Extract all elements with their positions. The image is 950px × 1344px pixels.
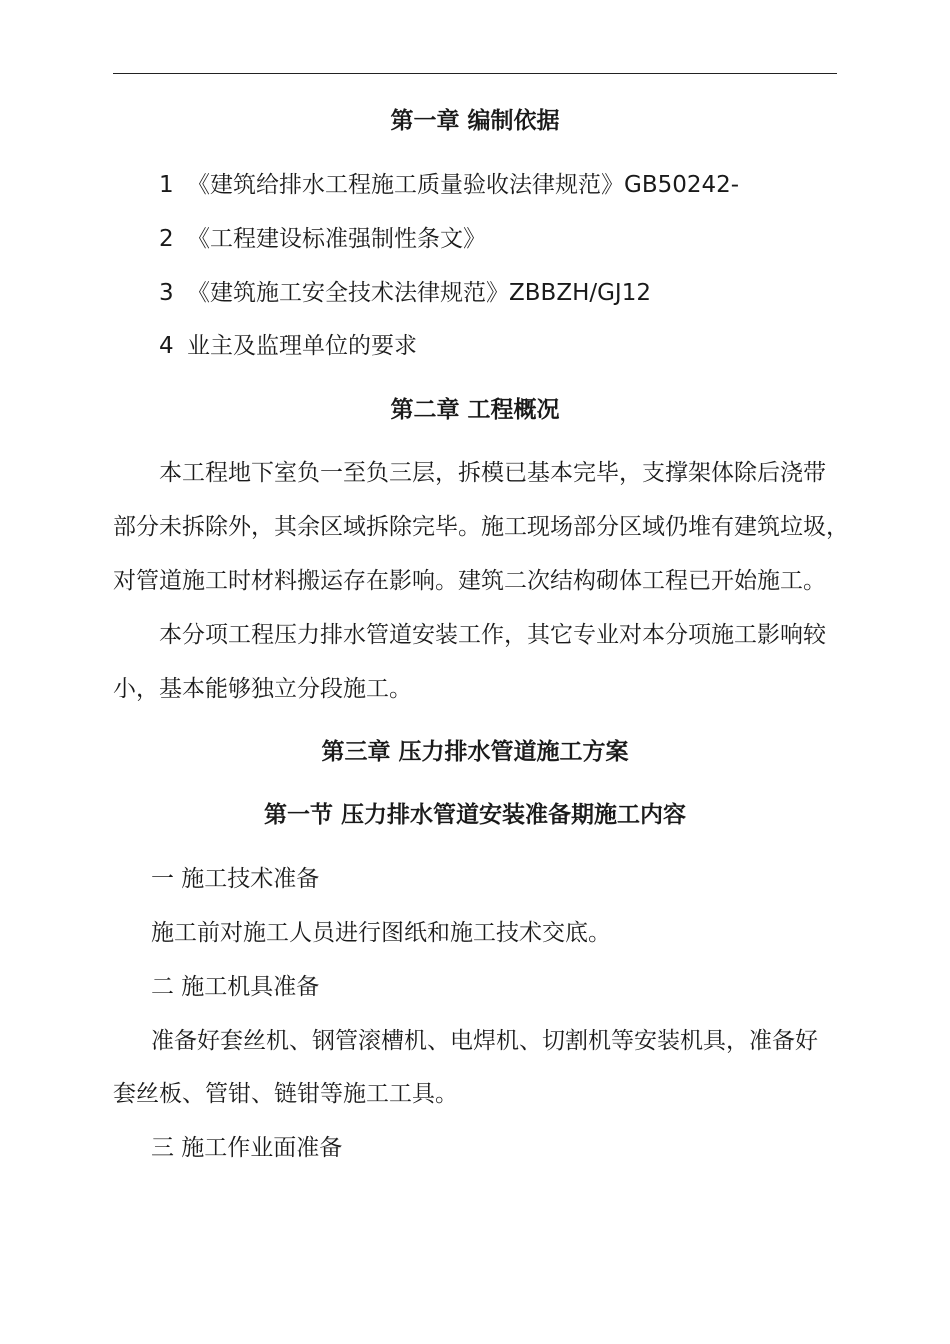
section-heading: 第一节 压力排水管道安装准备期施工内容	[263, 802, 686, 828]
item-text: 《建筑给排水工程施工质量验收法律规范》GB50242-	[187, 172, 740, 198]
reference-item	[113, 170, 899, 200]
header-rule	[113, 73, 837, 74]
item-text: 《建筑施工安全技术法律规范》ZBBZH/GJ12	[187, 280, 651, 306]
paragraph-line: 部分未拆除外，其余区域拆除完毕。施工现场部分区域仍堆有建筑垃圾，	[113, 514, 849, 540]
paragraph-line: 小，基本能够独立分段施工。	[113, 676, 412, 702]
reference-item	[113, 331, 899, 361]
subsection-title: 一 施工技术准备	[151, 866, 320, 892]
paragraph-line: 本分项工程压力排水管道安装工作，其它专业对本分项施工影响较	[159, 622, 826, 648]
reference-item	[113, 278, 899, 308]
chapter-heading: 第三章 压力排水管道施工方案	[321, 739, 629, 765]
paragraph-line: 准备好套丝机、钢管滚槽机、电焊机、切割机等安装机具，准备好	[151, 1028, 818, 1054]
item-number: 4	[159, 333, 174, 359]
item-text: 《工程建设标准强制性条文》	[187, 226, 486, 252]
paragraph-line: 本工程地下室负一至负三层，拆模已基本完毕，支撑架体除后浇带	[159, 460, 826, 486]
chapter-heading: 第一章 编制依据	[390, 108, 560, 134]
paragraph-line: 套丝板、管钳、链钳等施工工具。	[113, 1081, 458, 1107]
item-text: 业主及监理单位的要求	[187, 333, 417, 359]
reference-item	[113, 224, 899, 254]
item-number: 3	[159, 280, 174, 306]
chapter-heading: 第二章 工程概况	[390, 397, 560, 423]
subsection-title: 二 施工机具准备	[151, 974, 320, 1000]
item-number: 1	[159, 172, 174, 198]
subsection-title: 三 施工作业面准备	[151, 1135, 343, 1161]
paragraph-line: 施工前对施工人员进行图纸和施工技术交底。	[151, 920, 611, 946]
paragraph-line: 对管道施工时材料搬运存在影响。建筑二次结构砌体工程已开始施工。	[113, 568, 826, 594]
item-number: 2	[159, 226, 174, 252]
